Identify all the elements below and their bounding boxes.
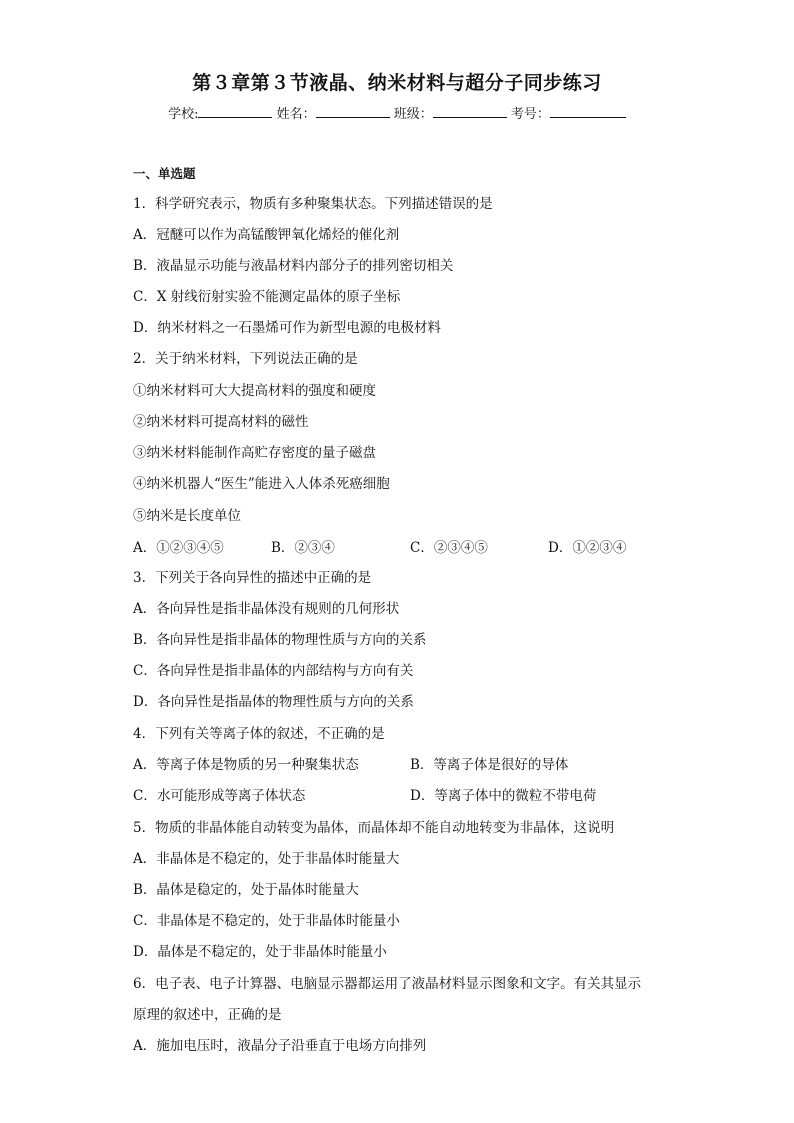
q6-stem-line-2: 原理的叙述中，正确的是 [133,1007,282,1023]
q5-option-c: C．非晶体是不稳定的，处于非晶体时能量小 [133,913,400,929]
q2-statement-1: ①纳米材料可大大提高材料的强度和硬度 [133,383,376,399]
page-title: 第３章第３节液晶、纳米材料与超分子同步练习 [192,72,602,94]
q4-stem: 4．下列有关等离子体的叙述，不正确的是 [133,726,385,742]
q1-option-a: A．冠醚可以作为高锰酸钾氧化烯烃的催化剂 [133,227,400,243]
q3-option-b: B．各向异性是指非晶体的物理性质与方向的关系 [133,632,427,648]
q3-option-a: A．各向异性是指非晶体没有规则的几何形状 [133,601,400,617]
q6-stem-line-1: 6．电子表、电子计算器、电脑显示器都运用了液晶材料显示图象和文字。有关其显示 [133,976,642,992]
q2-statement-5: ⑤纳米是长度单位 [133,508,241,524]
school-blank [198,105,272,118]
exam-number-label: 考号： [510,107,550,122]
exam-number-blank [550,105,626,118]
q2-option-d: D．①②③④ [548,540,627,556]
school-label: 学校: [168,107,199,122]
q1-option-c: C．X 射线衍射实验不能测定晶体的原子坐标 [133,289,401,305]
q1-option-d: D．纳米材料之一石墨烯可作为新型电源的电极材料 [133,320,441,336]
section-heading: 一、单选题 [133,166,196,181]
q1-stem: 1．科学研究表示，物质有多种聚集状态。下列描述错误的是 [133,196,493,212]
q2-statement-2: ②纳米材料可提高材料的磁性 [133,414,309,430]
q3-option-c: C．各向异性是指非晶体的内部结构与方向有关 [133,663,414,679]
q3-option-d: D．各向异性是指晶体的物理性质与方向的关系 [133,694,414,710]
q6-option-a: A．施加电压时，液晶分子沿垂直于电场方向排列 [133,1038,427,1054]
q2-statement-3: ③纳米材料能制作高贮存密度的量子磁盘 [133,445,376,461]
q4-option-c: C．水可能形成等离子体状态 [133,788,306,804]
q4-option-a: A．等离子体是物质的另一种聚集状态 [133,757,359,773]
q2-option-c: C．②③④⑤ [410,540,488,556]
name-blank [316,105,390,118]
q1-option-b: B．液晶显示功能与液晶材料内部分子的排列密切相关 [133,258,454,274]
name-label: 姓名： [276,107,316,122]
q2-stem: 2．关于纳米材料，下列说法正确的是 [133,351,358,367]
q4-option-d: D．等离子体中的微粒不带电荷 [410,788,597,804]
q4-option-b: B．等离子体是很好的导体 [410,757,569,773]
q2-option-a: A．①②③④⑤ [133,540,224,556]
student-info-line [0,103,794,122]
q2-statement-4: ④纳米机器人“医生”能进入人体杀死癌细胞 [133,476,390,492]
q2-option-b: B．②③④ [271,540,335,556]
q5-option-d: D．晶体是不稳定的，处于非晶体时能量小 [133,944,387,960]
class-label: 班级： [393,107,433,122]
q5-stem: 5．物质的非晶体能自动转变为晶体，而晶体却不能自动地转变为非晶体，这说明 [133,820,615,836]
q3-stem: 3．下列关于各向异性的描述中正确的是 [133,570,372,586]
q5-option-a: A．非晶体是不稳定的，处于非晶体时能量大 [133,851,400,867]
q5-option-b: B．晶体是稳定的，处于晶体时能量大 [133,882,359,898]
class-blank [433,105,507,118]
